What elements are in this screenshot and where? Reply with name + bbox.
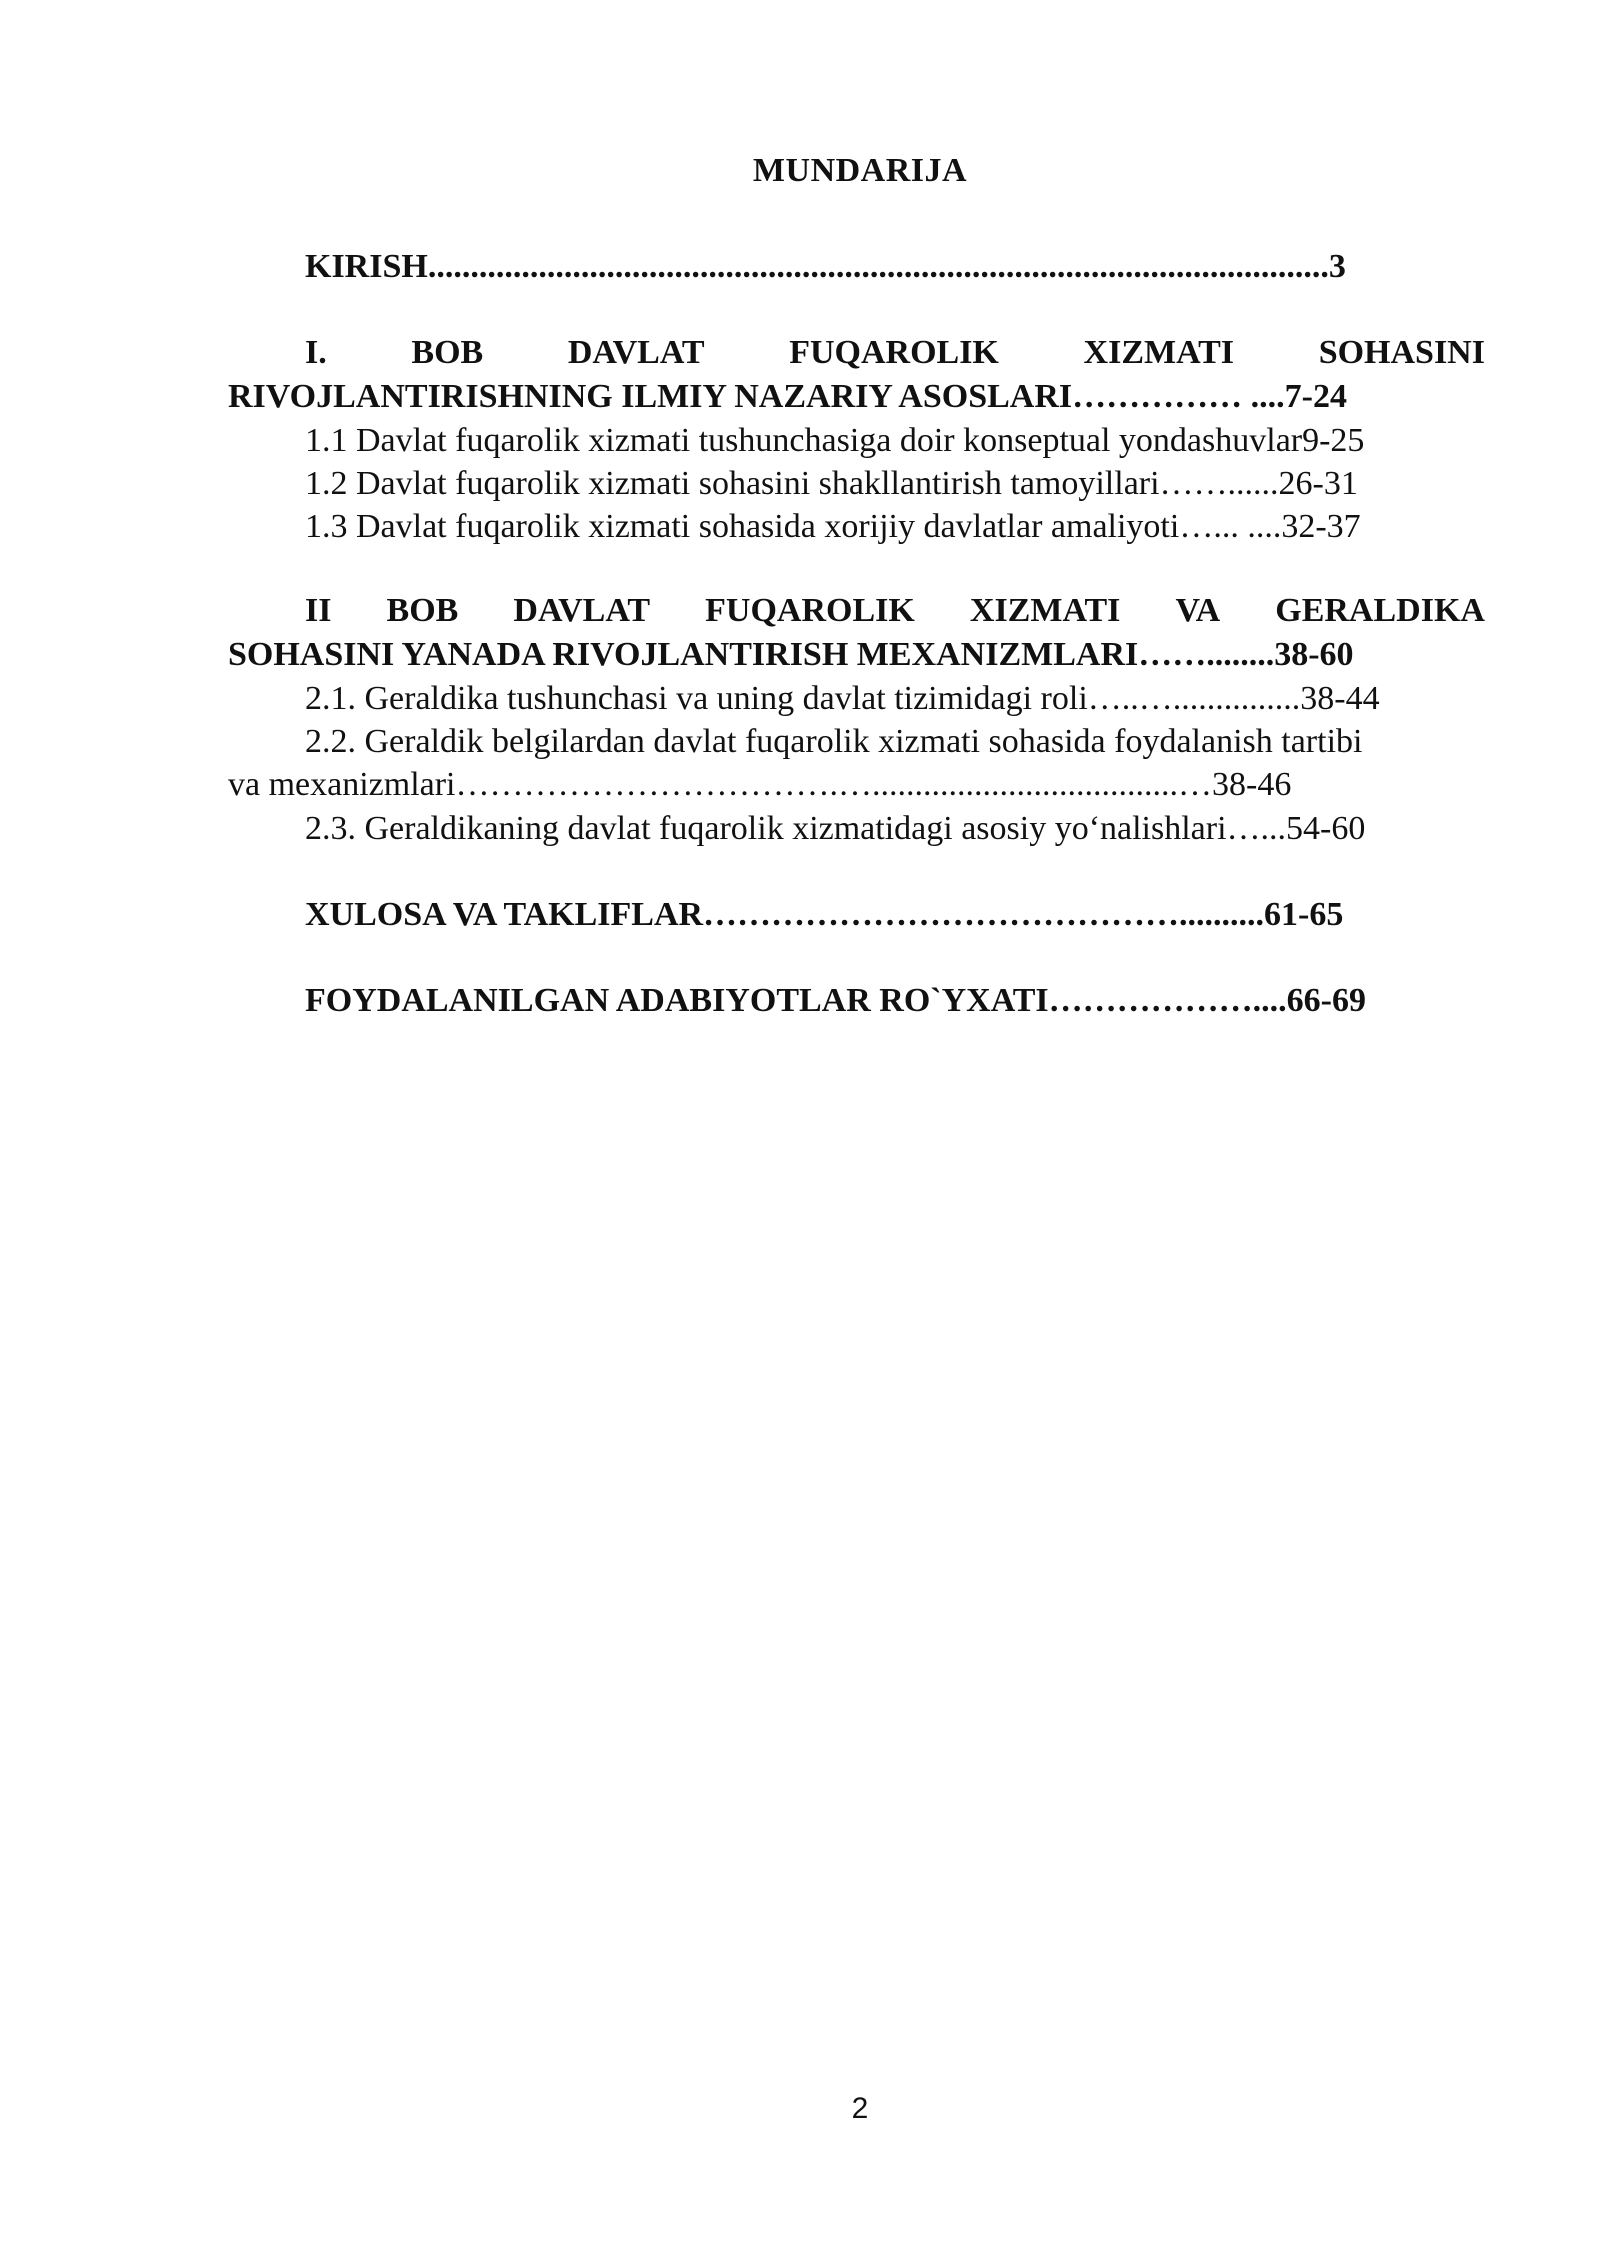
toc-word: SOHASINI bbox=[1318, 334, 1485, 371]
page-number: 2 bbox=[851, 2092, 869, 2125]
toc-word: DAVLAT bbox=[567, 334, 705, 371]
toc-chapter-1-line2: RIVOJLANTIRISHNING ILMIY NAZARIY ASOSLARI…………… ....7-24 bbox=[228, 378, 1347, 415]
toc-word: II bbox=[305, 592, 332, 629]
toc-word: GERALDIKA bbox=[1275, 592, 1485, 629]
toc-section-1-2: 1.2 Davlat fuqarolik xizmati sohasini shakllantirish tamoyillari……......26-31 bbox=[305, 465, 1358, 502]
toc-word: FUQAROLIK bbox=[705, 592, 915, 629]
page-title: MUNDARIJA bbox=[752, 152, 968, 189]
toc-word: DAVLAT bbox=[513, 592, 651, 629]
toc-word: BOB bbox=[411, 334, 484, 371]
toc-word: VA bbox=[1175, 592, 1221, 629]
toc-word: FUQAROLIK bbox=[789, 334, 999, 371]
toc-chapter-2-line2: SOHASINI YANADA RIVOJLANTIRISH MEXANIZMLARI……........38-60 bbox=[228, 636, 1354, 673]
toc-section-1-1: 1.1 Davlat fuqarolik xizmati tushunchasiga doir konseptual yondashuvlar9-25 bbox=[305, 422, 1365, 459]
toc-entry-xulosa: XULOSA VA TAKLIFLAR……………………………………..........61-65 bbox=[305, 896, 1344, 933]
toc-section-2-3: 2.3. Geraldikaning davlat fuqarolik xizmatidagi asosiy yo‘nalishlari…...54-60 bbox=[305, 810, 1366, 847]
toc-entry-kirish: KIRISH..........................................................................................................3 bbox=[305, 248, 1346, 285]
toc-word: BOB bbox=[386, 592, 459, 629]
toc-section-2-1: 2.1. Geraldika tushunchasi va uning davlat tizimidagi roli…..…...............38-44 bbox=[305, 680, 1380, 717]
toc-word: I. bbox=[305, 334, 327, 371]
toc-section-1-3: 1.3 Davlat fuqarolik xizmati sohasida xorijiy davlatlar amaliyoti…... ....32-37 bbox=[305, 508, 1361, 545]
toc-chapter-1-line1 bbox=[305, 332, 1485, 374]
toc-section-2-2-line1: 2.2. Geraldik belgilardan davlat fuqarolik xizmati sohasida foydalanish tartibi bbox=[305, 723, 1363, 760]
toc-section-2-2-line2: va mexanizmlari…………………………….…....................................…38-46 bbox=[228, 766, 1292, 803]
toc-word: XIZMATI bbox=[969, 592, 1121, 629]
toc-word: XIZMATI bbox=[1083, 334, 1235, 371]
toc-chapter-2-line1 bbox=[305, 590, 1485, 632]
toc-entry-adabiyotlar: FOYDALANILGAN ADABIYOTLAR RO`YXATI………………....66-69 bbox=[305, 982, 1366, 1019]
